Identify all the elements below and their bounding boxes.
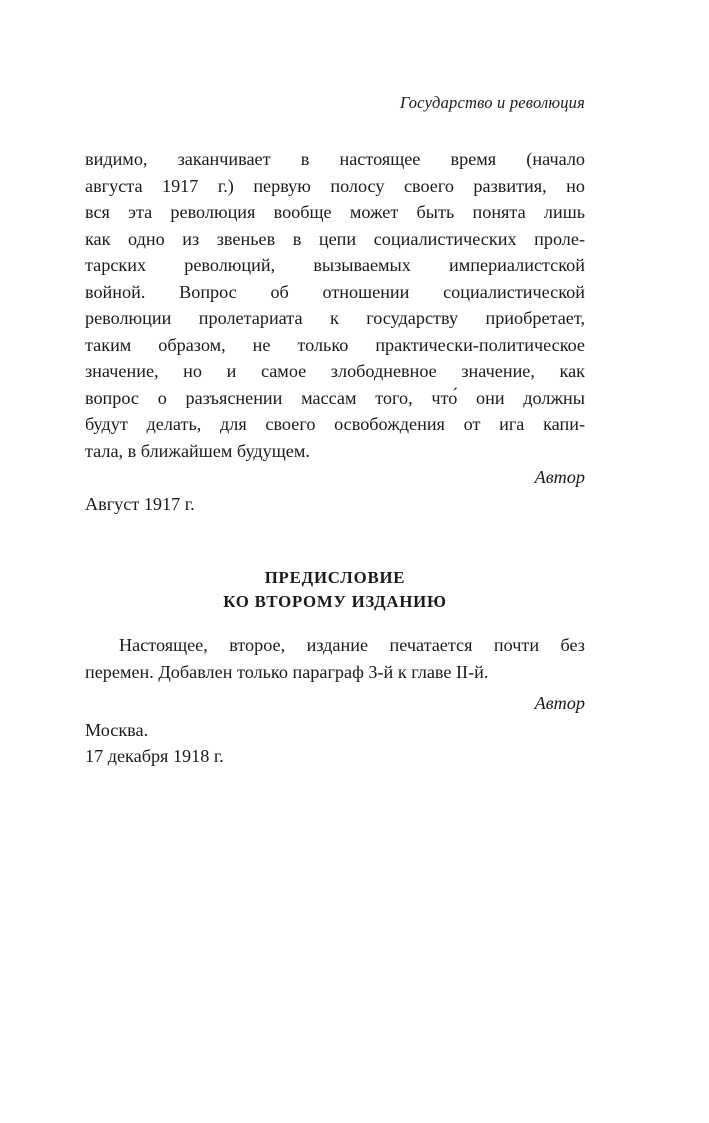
text-line: будут делать, для своего освобождения от ига капи- <box>85 414 585 434</box>
text-line: тарских революций, вызываемых империалистской <box>85 255 585 275</box>
preface-two-text <box>85 632 585 770</box>
text-line: вся эта революция вообще может быть понята лишь <box>85 202 585 222</box>
preface-two-place: Москва. <box>85 719 149 740</box>
text-line: таким образом, не только практически-политическое <box>85 334 585 355</box>
text-line: Настоящее, второе, издание печатается почти без <box>119 635 585 655</box>
text-line: войной. Вопрос об отношении социалистической <box>85 281 585 302</box>
text-line: как одно из звеньев в цепи социалистических проле- <box>85 228 585 249</box>
section-heading-line2: КО ВТОРОМУ ИЗДАНИЮ <box>223 592 447 611</box>
preface-two-date: 17 декабря 1918 г. <box>85 746 224 766</box>
preface-two <box>85 566 585 614</box>
text-line: тала, в ближайшем будущем. <box>85 440 310 461</box>
text-line: революции пролетариата к государству приобретает, <box>85 308 585 328</box>
text-line: видимо, заканчивает в настоящее время (начало <box>85 149 585 169</box>
text-line: перемен. Добавлен только параграф 3-й к главе II-й. <box>85 661 489 682</box>
text-line: августа 1917 г.) первую полосу своего развития, но <box>85 175 585 196</box>
text-line: вопрос о разъяснении массам того, что́ они должны <box>85 387 585 408</box>
author-signature: Автор <box>534 693 585 713</box>
running-head: Государство и революция <box>399 93 585 112</box>
section-heading-line1: ПРЕДИСЛОВИЕ <box>264 568 406 587</box>
preface-one-text <box>85 146 585 517</box>
author-signature: Автор <box>534 467 585 487</box>
text-line: значение, но и самое злободневное значение, как <box>85 361 585 381</box>
book-page <box>85 0 585 1123</box>
preface-one-date: Август 1917 г. <box>85 493 195 514</box>
